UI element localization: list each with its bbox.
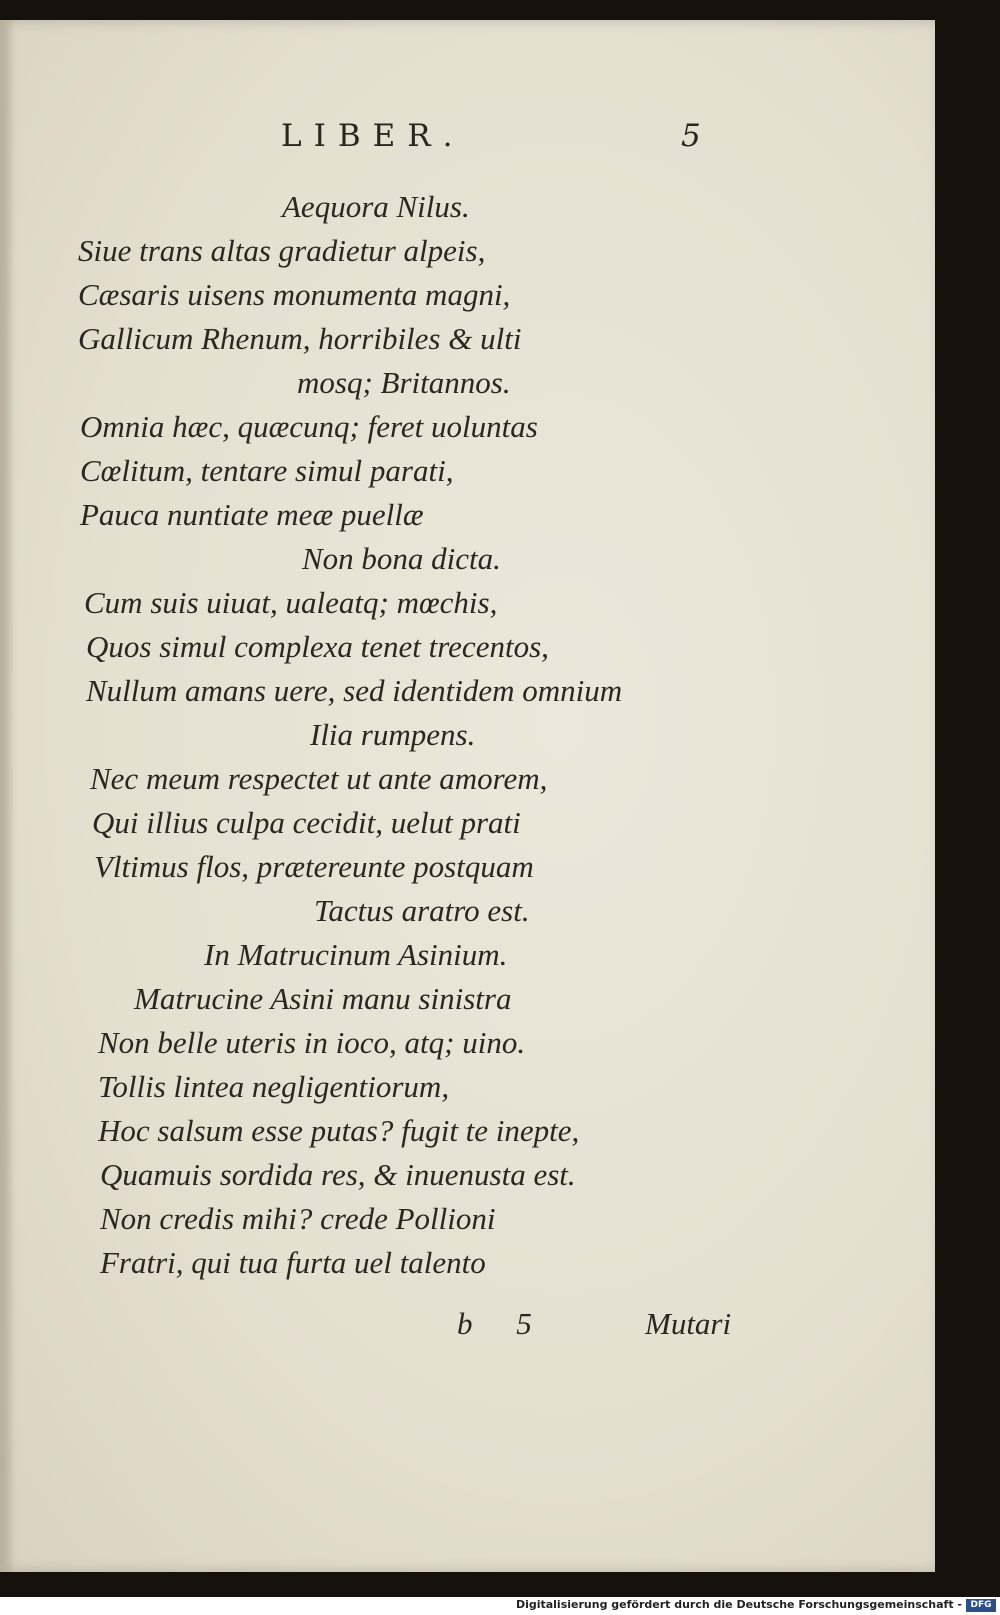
- text-line: Ilia rumpens.: [310, 717, 476, 752]
- text-line: Cæsaris uisens monumenta magni,: [78, 277, 511, 312]
- folio-number: 5: [681, 118, 701, 154]
- text-line: Non credis mihi? crede Pollioni: [100, 1201, 496, 1236]
- text-line: Tollis lintea negligentiorum,: [98, 1069, 450, 1104]
- text-line: Pauca nuntiate meæ puellæ: [80, 497, 424, 532]
- text-line: Fratri, qui tua furta uel talento: [100, 1245, 486, 1280]
- page-footer: [0, 1306, 935, 1350]
- text-line: Tactus aratro est.: [314, 893, 530, 928]
- running-head: LIBER.: [281, 118, 465, 154]
- text-line: Nullum amans uere, sed identidem omnium: [86, 673, 623, 708]
- text-line: Nec meum respectet ut ante amorem,: [90, 761, 548, 796]
- text-line: Vltimus flos, prætereunte postquam: [94, 849, 534, 884]
- text-line: Non bona dicta.: [302, 541, 501, 576]
- dfg-logo-icon: DFG: [966, 1599, 996, 1612]
- text-line: Qui illius culpa cecidit, uelut prati: [92, 805, 521, 840]
- text-line: Cœlitum, tentare simul parati,: [80, 453, 454, 488]
- page-header: [0, 118, 935, 162]
- poem-text: [0, 185, 935, 1285]
- book-page: [0, 20, 935, 1572]
- text-line: Cum suis uiuat, ualeatq; mœchis,: [84, 585, 498, 620]
- text-line: Siue trans altas gradietur alpeis,: [78, 233, 486, 268]
- text-line: Quamuis sordida res, & inuenusta est.: [100, 1157, 576, 1192]
- text-line: Matrucine Asini manu sinistra: [134, 981, 512, 1016]
- text-line: mosq; Britannos.: [297, 365, 511, 400]
- text-line: Non belle uteris in ioco, atq; uino.: [98, 1025, 526, 1060]
- poem-title: In Matrucinum Asinium.: [204, 937, 508, 972]
- digitization-credit: Digitalisierung gefördert durch die Deutsche Forschungsgemeinschaft -: [515, 1598, 962, 1611]
- text-line: Hoc salsum esse putas? fugit te inepte,: [98, 1113, 580, 1148]
- text-line: Quos simul complexa tenet trecentos,: [86, 629, 549, 664]
- text-line: Aequora Nilus.: [282, 189, 470, 224]
- catchword: Mutari: [645, 1306, 732, 1341]
- signature-mark: b 5: [457, 1306, 550, 1341]
- credit-bar: [0, 1597, 1000, 1615]
- text-line: Omnia hæc, quæcunq; feret uoluntas: [80, 409, 538, 444]
- text-line: Gallicum Rhenum, horribiles & ulti: [78, 321, 522, 356]
